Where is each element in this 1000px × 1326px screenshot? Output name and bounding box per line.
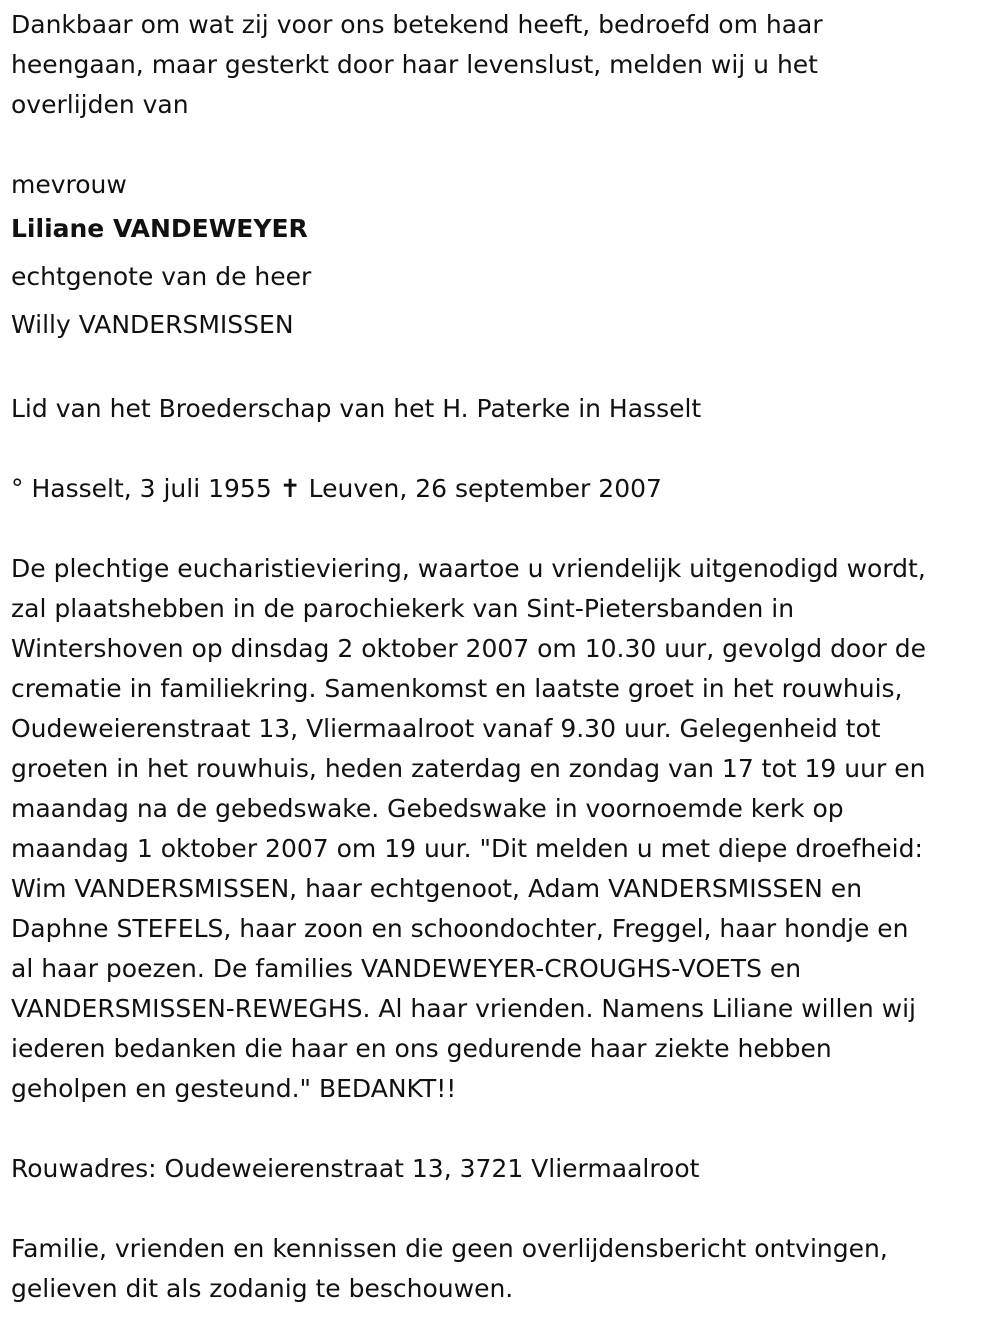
obituary-notice [11, 5, 991, 1309]
deceased-name: Liliane VANDEWEYER [11, 214, 308, 243]
intro-paragraph [11, 5, 991, 125]
closing-line: gelieven dit als zodanig te beschouwen. [11, 1274, 514, 1303]
service-line: maandag na de gebedswake. Gebedswake in voornoemde kerk op [11, 794, 844, 823]
service-line: geholpen en gesteund." BEDANKT!! [11, 1074, 457, 1103]
service-paragraph [11, 549, 991, 1109]
service-line: maandag 1 oktober 2007 om 19 uur. "Dit melden u met diepe droefheid: [11, 834, 923, 863]
title-word: mevrouw [11, 170, 127, 199]
service-line: al haar poezen. De families VANDEWEYER-CROUGHS-VOETS en [11, 954, 802, 983]
service-line: Wintershoven op dinsdag 2 oktober 2007 om 10.30 uur, gevolgd door de [11, 634, 927, 663]
intro-line: Dankbaar om wat zij voor ons betekend heeft, bedroefd om haar [11, 10, 823, 39]
intro-line: heengaan, maar gesterkt door haar levenslust, melden wij u het [11, 50, 818, 79]
service-line: Daphne STEFELS, haar zoon en schoondochter, Freggel, haar hondje en [11, 914, 909, 943]
service-line: iederen bedanken die haar en ons gedurende haar ziekte hebben [11, 1034, 832, 1063]
spouse-label: echtgenote van de heer [11, 262, 312, 291]
mourning-address: Rouwadres: Oudeweierenstraat 13, 3721 Vliermaalroot [11, 1154, 700, 1183]
closing-paragraph [11, 1229, 991, 1309]
death-date: Leuven, 26 september 2007 [308, 474, 662, 503]
service-line: Wim VANDERSMISSEN, haar echtgenoot, Adam VANDERSMISSEN en [11, 874, 863, 903]
dates-line [11, 469, 991, 509]
spouse-name: Willy VANDERSMISSEN [11, 310, 294, 339]
closing-line: Familie, vrienden en kennissen die geen overlijdensbericht ontvingen, [11, 1234, 888, 1263]
service-line: Oudeweierenstraat 13, Vliermaalroot vanaf 9.30 uur. Gelegenheid tot [11, 714, 881, 743]
birth-date: ° Hasselt, 3 juli 1955 [11, 474, 272, 503]
cross-icon: ✝ [279, 474, 301, 503]
service-line: groeten in het rouwhuis, heden zaterdag en zondag van 17 tot 19 uur en [11, 754, 926, 783]
service-line: crematie in familiekring. Samenkomst en laatste groet in het rouwhuis, [11, 674, 903, 703]
intro-line: overlijden van [11, 90, 189, 119]
service-line: zal plaatshebben in de parochiekerk van Sint-Pietersbanden in [11, 594, 795, 623]
service-line: VANDERSMISSEN-REWEGHS. Al haar vrienden. Namens Liliane willen wij [11, 994, 916, 1023]
membership-line: Lid van het Broederschap van het H. Paterke in Hasselt [11, 394, 702, 423]
service-line: De plechtige eucharistieviering, waartoe u vriendelijk uitgenodigd wordt, [11, 554, 926, 583]
